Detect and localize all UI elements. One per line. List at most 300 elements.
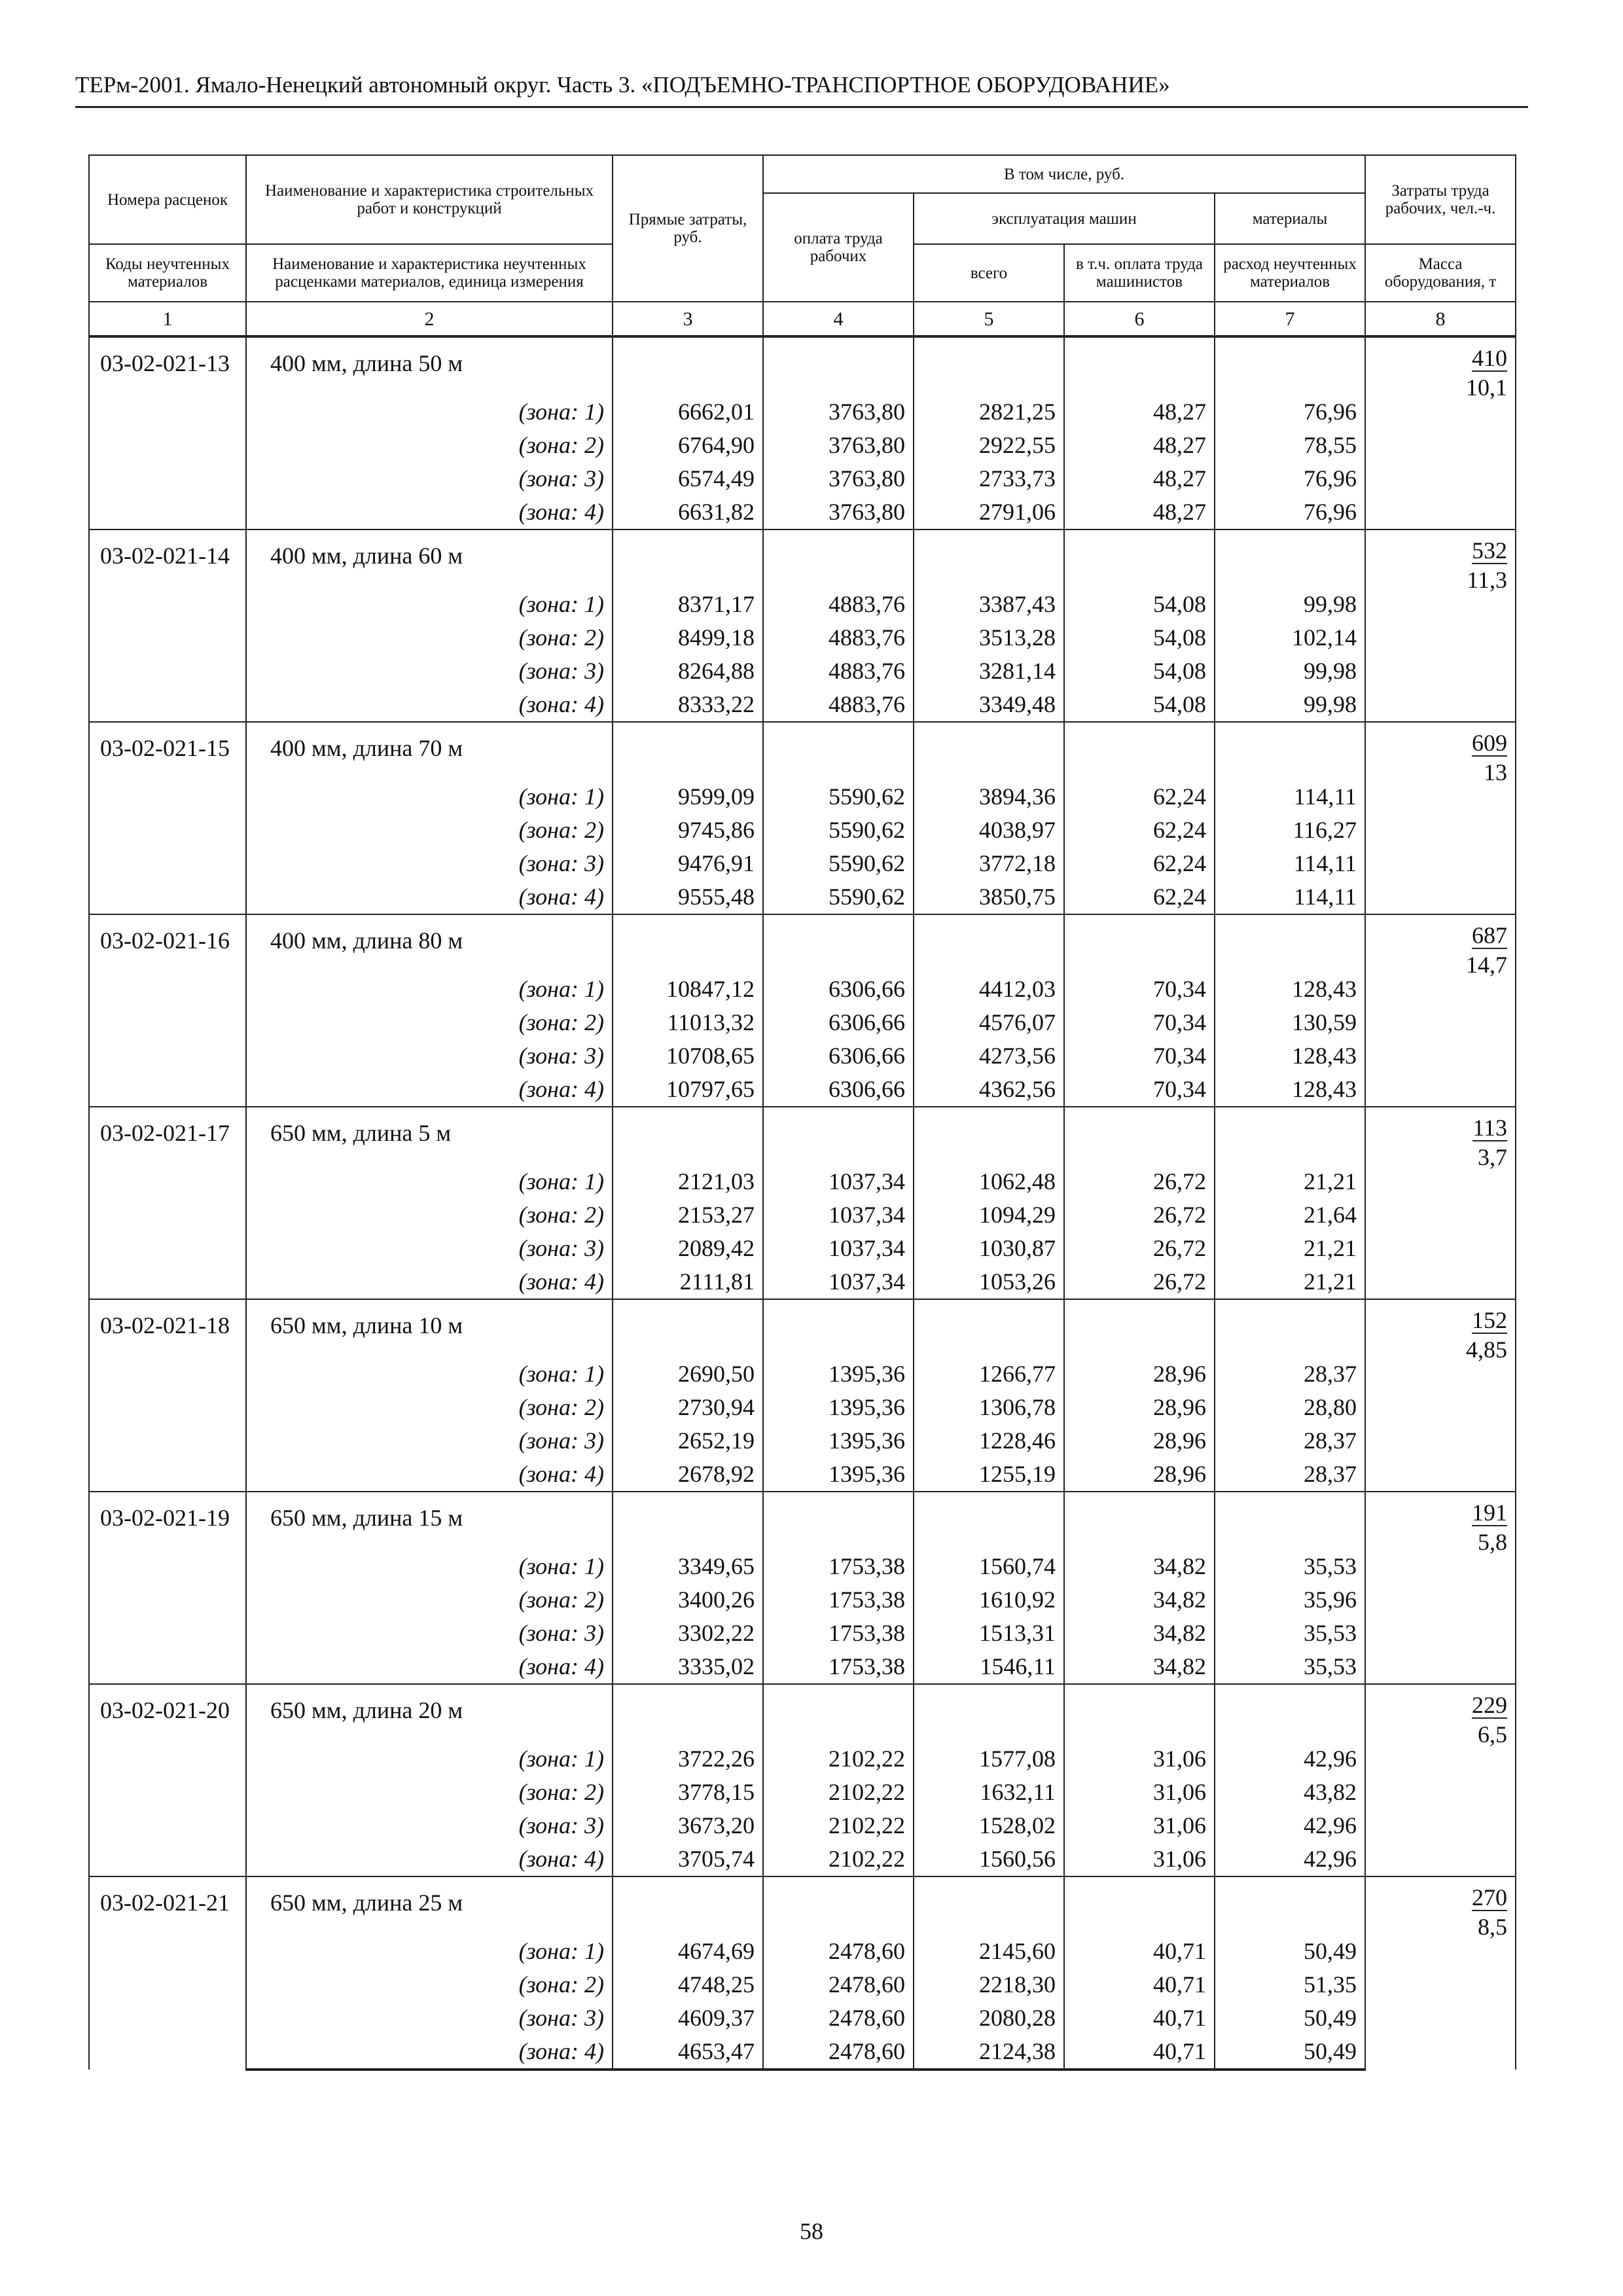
machines-total-value: 2080,28 <box>914 2001 1064 2035</box>
zone-row <box>89 1583 1516 1617</box>
rate-code: 03-02-021-15 <box>89 722 246 914</box>
machines-total-value: 4576,07 <box>914 1006 1064 1039</box>
operator-wages-value: 48,27 <box>1064 395 1215 429</box>
rate-title: 650 мм, длина 20 м <box>246 1684 613 1742</box>
zone-row <box>89 1742 1516 1776</box>
direct-costs-value: 3722,26 <box>613 1742 763 1776</box>
zone-row <box>89 814 1516 847</box>
zone-row <box>89 1809 1516 1842</box>
wages-value: 6306,66 <box>763 1006 914 1039</box>
direct-costs-value: 4674,69 <box>613 1935 763 1968</box>
machines-total-value: 3894,36 <box>914 780 1064 814</box>
materials-value: 128,43 <box>1215 1073 1365 1107</box>
direct-costs-value: 3778,15 <box>613 1776 763 1809</box>
zone-label: (зона: 1) <box>246 780 613 814</box>
machines-total-value: 1513,31 <box>914 1617 1064 1650</box>
wages-value: 5590,62 <box>763 780 914 814</box>
operator-wages-value: 40,71 <box>1064 1968 1215 2001</box>
machines-total-value: 3850,75 <box>914 880 1064 914</box>
wages-value: 6306,66 <box>763 973 914 1006</box>
zone-row <box>89 847 1516 880</box>
rate-title: 650 мм, длина 25 м <box>246 1876 613 1935</box>
empty-cell <box>914 1492 1064 1550</box>
direct-costs-value: 8333,22 <box>613 688 763 722</box>
zone-row <box>89 462 1516 495</box>
direct-costs-value: 8371,17 <box>613 588 763 621</box>
rate-code: 03-02-021-17 <box>89 1107 246 1299</box>
empty-cell <box>1215 1492 1365 1550</box>
direct-costs-value: 2153,27 <box>613 1198 763 1232</box>
table-row <box>89 722 1516 780</box>
empty-cell <box>1064 336 1215 395</box>
labor-mass-cell <box>1365 1299 1516 1492</box>
machines-total-value: 2124,38 <box>914 2035 1064 2070</box>
direct-costs-value: 3349,65 <box>613 1550 763 1583</box>
empty-cell <box>613 1492 763 1550</box>
direct-costs-value: 8499,18 <box>613 621 763 655</box>
zone-label: (зона: 2) <box>246 1776 613 1809</box>
direct-costs-value: 9555,48 <box>613 880 763 914</box>
machines-total-value: 3387,43 <box>914 588 1064 621</box>
operator-wages-value: 62,24 <box>1064 880 1215 914</box>
machines-total-value: 1560,74 <box>914 1550 1064 1583</box>
machines-total-value: 1062,48 <box>914 1165 1064 1198</box>
labor-costs-value: 229 <box>1472 1692 1508 1718</box>
operator-wages-value: 40,71 <box>1064 2001 1215 2035</box>
rate-title: 400 мм, длина 80 м <box>246 914 613 973</box>
labor-mass-cell <box>1365 914 1516 1107</box>
table-row <box>89 529 1516 588</box>
machines-total-value: 1030,87 <box>914 1232 1064 1265</box>
empty-cell <box>763 1492 914 1550</box>
equipment-mass-value: 10,1 <box>1466 374 1508 401</box>
empty-cell <box>613 914 763 973</box>
table-row <box>89 1684 1516 1742</box>
wages-value: 2102,22 <box>763 1842 914 1876</box>
machines-total-value: 2791,06 <box>914 495 1064 529</box>
rate-title: 400 мм, длина 70 м <box>246 722 613 780</box>
materials-value: 42,96 <box>1215 1742 1365 1776</box>
direct-costs-value: 2678,92 <box>613 1458 763 1492</box>
operator-wages-value: 31,06 <box>1064 1742 1215 1776</box>
empty-cell <box>613 529 763 588</box>
zone-label: (зона: 3) <box>246 1617 613 1650</box>
zone-row <box>89 1357 1516 1391</box>
empty-cell <box>1215 1107 1365 1165</box>
labor-costs-value: 113 <box>1472 1115 1508 1141</box>
machines-total-value: 2821,25 <box>914 395 1064 429</box>
zone-label: (зона: 1) <box>246 1550 613 1583</box>
empty-cell <box>914 1107 1064 1165</box>
rate-code: 03-02-021-14 <box>89 529 246 722</box>
materials-value: 21,21 <box>1215 1232 1365 1265</box>
column-number: 4 <box>763 302 914 336</box>
materials-value: 28,37 <box>1215 1458 1365 1492</box>
equipment-mass-value: 14,7 <box>1466 952 1508 978</box>
empty-cell <box>914 1684 1064 1742</box>
column-number: 8 <box>1365 302 1516 336</box>
machines-total-value: 1577,08 <box>914 1742 1064 1776</box>
zone-row <box>89 1391 1516 1424</box>
empty-cell <box>613 722 763 780</box>
zone-label: (зона: 4) <box>246 1458 613 1492</box>
zone-label: (зона: 1) <box>246 1165 613 1198</box>
zone-label: (зона: 2) <box>246 814 613 847</box>
operator-wages-value: 48,27 <box>1064 429 1215 462</box>
zone-row <box>89 688 1516 722</box>
materials-value: 130,59 <box>1215 1006 1365 1039</box>
header-material-codes: Коды неучтенных материалов <box>89 244 246 302</box>
empty-cell <box>914 1299 1064 1357</box>
wages-value: 3763,80 <box>763 395 914 429</box>
operator-wages-value: 48,27 <box>1064 462 1215 495</box>
materials-value: 42,96 <box>1215 1809 1365 1842</box>
zone-label: (зона: 3) <box>246 1232 613 1265</box>
page-header: ТЕРм-2001. Ямало-Ненецкий автономный округ. Часть 3. «ПОДЪЕМНО-ТРАНСПОРТНОЕ ОБОРУДОВАНИЕ» <box>75 71 1528 108</box>
operator-wages-value: 31,06 <box>1064 1842 1215 1876</box>
zone-label: (зона: 2) <box>246 429 613 462</box>
materials-value: 42,96 <box>1215 1842 1365 1876</box>
machines-total-value: 1053,26 <box>914 1265 1064 1299</box>
rate-title: 650 мм, длина 10 м <box>246 1299 613 1357</box>
empty-cell <box>1064 722 1215 780</box>
empty-cell <box>763 1876 914 1935</box>
rate-code: 03-02-021-19 <box>89 1492 246 1684</box>
zone-row <box>89 2035 1516 2070</box>
wages-value: 2478,60 <box>763 1968 914 2001</box>
materials-value: 78,55 <box>1215 429 1365 462</box>
direct-costs-value: 2690,50 <box>613 1357 763 1391</box>
wages-value: 1395,36 <box>763 1458 914 1492</box>
zone-row <box>89 1198 1516 1232</box>
rates-table <box>88 154 1516 2071</box>
empty-cell <box>1064 1684 1215 1742</box>
operator-wages-value: 40,71 <box>1064 2035 1215 2070</box>
materials-value: 128,43 <box>1215 1039 1365 1073</box>
machines-total-value: 1610,92 <box>914 1583 1064 1617</box>
operator-wages-value: 70,34 <box>1064 1073 1215 1107</box>
zone-row <box>89 395 1516 429</box>
materials-value: 76,96 <box>1215 495 1365 529</box>
operator-wages-value: 70,34 <box>1064 973 1215 1006</box>
zone-label: (зона: 3) <box>246 1809 613 1842</box>
zone-label: (зона: 4) <box>246 880 613 914</box>
empty-cell <box>613 336 763 395</box>
direct-costs-value: 3335,02 <box>613 1650 763 1684</box>
operator-wages-value: 62,24 <box>1064 780 1215 814</box>
machines-total-value: 3349,48 <box>914 688 1064 722</box>
zone-label: (зона: 1) <box>246 973 613 1006</box>
operator-wages-value: 26,72 <box>1064 1198 1215 1232</box>
operator-wages-value: 54,08 <box>1064 655 1215 688</box>
zone-row <box>89 1550 1516 1583</box>
labor-costs-value: 609 <box>1472 730 1508 756</box>
wages-value: 5590,62 <box>763 847 914 880</box>
direct-costs-value: 6574,49 <box>613 462 763 495</box>
direct-costs-value: 2730,94 <box>613 1391 763 1424</box>
empty-cell <box>763 1299 914 1357</box>
zone-label: (зона: 2) <box>246 1583 613 1617</box>
empty-cell <box>1064 1299 1215 1357</box>
table-row <box>89 914 1516 973</box>
header-labor-costs: Затраты труда рабочих, чел.-ч. <box>1365 155 1516 244</box>
machines-total-value: 4273,56 <box>914 1039 1064 1073</box>
table-row <box>89 1299 1516 1357</box>
empty-cell <box>1064 914 1215 973</box>
labor-costs-value: 410 <box>1472 345 1508 371</box>
empty-cell <box>914 1876 1064 1935</box>
column-number: 6 <box>1064 302 1215 336</box>
wages-value: 2102,22 <box>763 1742 914 1776</box>
machines-total-value: 1228,46 <box>914 1424 1064 1458</box>
direct-costs-value: 2121,03 <box>613 1165 763 1198</box>
wages-value: 1037,34 <box>763 1232 914 1265</box>
operator-wages-value: 70,34 <box>1064 1039 1215 1073</box>
wages-value: 1037,34 <box>763 1198 914 1232</box>
operator-wages-value: 54,08 <box>1064 588 1215 621</box>
direct-costs-value: 9745,86 <box>613 814 763 847</box>
equipment-mass-value: 3,7 <box>1478 1144 1508 1170</box>
materials-value: 28,37 <box>1215 1357 1365 1391</box>
zone-label: (зона: 3) <box>246 1424 613 1458</box>
zone-row <box>89 1617 1516 1650</box>
materials-value: 128,43 <box>1215 973 1365 1006</box>
zone-row <box>89 2001 1516 2035</box>
direct-costs-value: 6764,90 <box>613 429 763 462</box>
materials-value: 50,49 <box>1215 1935 1365 1968</box>
materials-value: 102,14 <box>1215 621 1365 655</box>
machines-total-value: 4362,56 <box>914 1073 1064 1107</box>
zone-row <box>89 880 1516 914</box>
empty-cell <box>613 1876 763 1935</box>
zone-row <box>89 1776 1516 1809</box>
zone-label: (зона: 2) <box>246 1006 613 1039</box>
wages-value: 3763,80 <box>763 429 914 462</box>
empty-cell <box>914 914 1064 973</box>
wages-value: 6306,66 <box>763 1073 914 1107</box>
wages-value: 1753,38 <box>763 1617 914 1650</box>
wages-value: 1395,36 <box>763 1424 914 1458</box>
column-number: 1 <box>89 302 246 336</box>
direct-costs-value: 11013,32 <box>613 1006 763 1039</box>
machines-total-value: 1546,11 <box>914 1650 1064 1684</box>
labor-mass-cell <box>1365 1107 1516 1299</box>
zone-label: (зона: 3) <box>246 847 613 880</box>
wages-value: 1753,38 <box>763 1650 914 1684</box>
direct-costs-value: 6662,01 <box>613 395 763 429</box>
operator-wages-value: 28,96 <box>1064 1391 1215 1424</box>
zone-label: (зона: 3) <box>246 1039 613 1073</box>
operator-wages-value: 31,06 <box>1064 1809 1215 1842</box>
header-materials: материалы <box>1215 193 1365 244</box>
machines-total-value: 2218,30 <box>914 1968 1064 2001</box>
equipment-mass-value: 13 <box>1484 759 1508 785</box>
header-including: В том числе, руб. <box>763 155 1365 193</box>
materials-value: 35,53 <box>1215 1650 1365 1684</box>
materials-value: 99,98 <box>1215 688 1365 722</box>
empty-cell <box>763 1684 914 1742</box>
empty-cell <box>1064 1492 1215 1550</box>
rate-code: 03-02-021-18 <box>89 1299 246 1492</box>
materials-value: 35,53 <box>1215 1550 1365 1583</box>
machines-total-value: 2922,55 <box>914 429 1064 462</box>
operator-wages-value: 26,72 <box>1064 1165 1215 1198</box>
wages-value: 2102,22 <box>763 1776 914 1809</box>
operator-wages-value: 28,96 <box>1064 1424 1215 1458</box>
zone-row <box>89 621 1516 655</box>
header-work-name: Наименование и характеристика строительных работ и конструкций <box>246 155 613 244</box>
rate-code: 03-02-021-16 <box>89 914 246 1107</box>
materials-value: 99,98 <box>1215 588 1365 621</box>
operator-wages-value: 70,34 <box>1064 1006 1215 1039</box>
machines-total-value: 1560,56 <box>914 1842 1064 1876</box>
labor-costs-value: 687 <box>1472 922 1508 948</box>
column-number: 7 <box>1215 302 1365 336</box>
zone-row <box>89 1039 1516 1073</box>
direct-costs-value: 3400,26 <box>613 1583 763 1617</box>
column-number: 5 <box>914 302 1064 336</box>
equipment-mass-value: 5,8 <box>1478 1529 1508 1555</box>
empty-cell <box>613 1107 763 1165</box>
machines-total-value: 1266,77 <box>914 1357 1064 1391</box>
machines-total-value: 1528,02 <box>914 1809 1064 1842</box>
zone-row <box>89 973 1516 1006</box>
equipment-mass-value: 4,85 <box>1466 1336 1508 1363</box>
empty-cell <box>914 529 1064 588</box>
materials-value: 35,96 <box>1215 1583 1365 1617</box>
wages-value: 2478,60 <box>763 1935 914 1968</box>
empty-cell <box>1064 529 1215 588</box>
direct-costs-value: 2111,81 <box>613 1265 763 1299</box>
header-material-names: Наименование и характеристика неучтенных расценками материалов, единица измерения <box>246 244 613 302</box>
rate-title: 650 мм, длина 15 м <box>246 1492 613 1550</box>
materials-value: 28,80 <box>1215 1391 1365 1424</box>
machines-total-value: 1094,29 <box>914 1198 1064 1232</box>
operator-wages-value: 54,08 <box>1064 688 1215 722</box>
materials-value: 114,11 <box>1215 847 1365 880</box>
header-machines: эксплуатация машин <box>914 193 1215 244</box>
direct-costs-value: 3302,22 <box>613 1617 763 1650</box>
machines-total-value: 1255,19 <box>914 1458 1064 1492</box>
zone-row <box>89 429 1516 462</box>
column-number: 2 <box>246 302 613 336</box>
zone-row <box>89 1842 1516 1876</box>
empty-cell <box>1215 914 1365 973</box>
wages-value: 4883,76 <box>763 621 914 655</box>
wages-value: 1395,36 <box>763 1357 914 1391</box>
wages-value: 1753,38 <box>763 1550 914 1583</box>
operator-wages-value: 34,82 <box>1064 1583 1215 1617</box>
wages-value: 2478,60 <box>763 2001 914 2035</box>
operator-wages-value: 62,24 <box>1064 847 1215 880</box>
zone-label: (зона: 4) <box>246 495 613 529</box>
operator-wages-value: 31,06 <box>1064 1776 1215 1809</box>
header-unaccounted-materials: расход неучтенных материалов <box>1215 244 1365 302</box>
zone-row <box>89 1006 1516 1039</box>
materials-value: 114,11 <box>1215 780 1365 814</box>
labor-mass-cell <box>1365 1876 1516 2070</box>
machines-total-value: 1306,78 <box>914 1391 1064 1424</box>
direct-costs-value: 9476,91 <box>613 847 763 880</box>
labor-costs-value: 532 <box>1472 537 1508 564</box>
table-body <box>89 336 1516 2070</box>
wages-value: 1037,34 <box>763 1265 914 1299</box>
labor-mass-cell <box>1365 336 1516 529</box>
empty-cell <box>763 722 914 780</box>
zone-row <box>89 780 1516 814</box>
empty-cell <box>763 529 914 588</box>
direct-costs-value: 9599,09 <box>613 780 763 814</box>
zone-label: (зона: 3) <box>246 655 613 688</box>
rate-code: 03-02-021-13 <box>89 336 246 529</box>
rate-title: 650 мм, длина 5 м <box>246 1107 613 1165</box>
materials-value: 28,37 <box>1215 1424 1365 1458</box>
materials-value: 99,98 <box>1215 655 1365 688</box>
operator-wages-value: 26,72 <box>1064 1265 1215 1299</box>
zone-row <box>89 655 1516 688</box>
empty-cell <box>763 336 914 395</box>
materials-value: 21,21 <box>1215 1265 1365 1299</box>
operator-wages-value: 54,08 <box>1064 621 1215 655</box>
direct-costs-value: 10708,65 <box>613 1039 763 1073</box>
wages-value: 1395,36 <box>763 1391 914 1424</box>
zone-label: (зона: 4) <box>246 1650 613 1684</box>
zone-row <box>89 1073 1516 1107</box>
table-header <box>89 155 1516 336</box>
direct-costs-value: 3673,20 <box>613 1809 763 1842</box>
zone-row <box>89 1968 1516 2001</box>
empty-cell <box>1215 529 1365 588</box>
column-number: 3 <box>613 302 763 336</box>
header-operator-wages: в т.ч. оплата труда машинистов <box>1064 244 1215 302</box>
page-number: 58 <box>800 2218 823 2244</box>
machines-total-value: 4412,03 <box>914 973 1064 1006</box>
materials-value: 76,96 <box>1215 462 1365 495</box>
zone-label: (зона: 1) <box>246 588 613 621</box>
zone-label: (зона: 4) <box>246 1842 613 1876</box>
zone-row <box>89 495 1516 529</box>
table-row <box>89 1492 1516 1550</box>
zone-label: (зона: 2) <box>246 1968 613 2001</box>
zone-label: (зона: 3) <box>246 2001 613 2035</box>
empty-cell <box>1215 1876 1365 1935</box>
materials-value: 50,49 <box>1215 2035 1365 2070</box>
zone-label: (зона: 2) <box>246 621 613 655</box>
empty-cell <box>1215 722 1365 780</box>
wages-value: 4883,76 <box>763 655 914 688</box>
empty-cell <box>763 1107 914 1165</box>
labor-mass-cell <box>1365 1684 1516 1876</box>
table-row <box>89 336 1516 395</box>
machines-total-value: 3772,18 <box>914 847 1064 880</box>
wages-value: 2102,22 <box>763 1809 914 1842</box>
materials-value: 43,82 <box>1215 1776 1365 1809</box>
zone-label: (зона: 1) <box>246 1357 613 1391</box>
operator-wages-value: 28,96 <box>1064 1357 1215 1391</box>
zone-label: (зона: 4) <box>246 2035 613 2070</box>
rate-title: 400 мм, длина 50 м <box>246 336 613 395</box>
header-rate-numbers: Номера расценок <box>89 155 246 244</box>
materials-value: 21,64 <box>1215 1198 1365 1232</box>
zone-label: (зона: 3) <box>246 462 613 495</box>
operator-wages-value: 26,72 <box>1064 1232 1215 1265</box>
header-equipment-mass: Масса оборудования, т <box>1365 244 1516 302</box>
labor-costs-value: 191 <box>1472 1499 1508 1526</box>
materials-value: 35,53 <box>1215 1617 1365 1650</box>
wages-value: 1753,38 <box>763 1583 914 1617</box>
labor-mass-cell <box>1365 722 1516 914</box>
zone-row <box>89 1232 1516 1265</box>
